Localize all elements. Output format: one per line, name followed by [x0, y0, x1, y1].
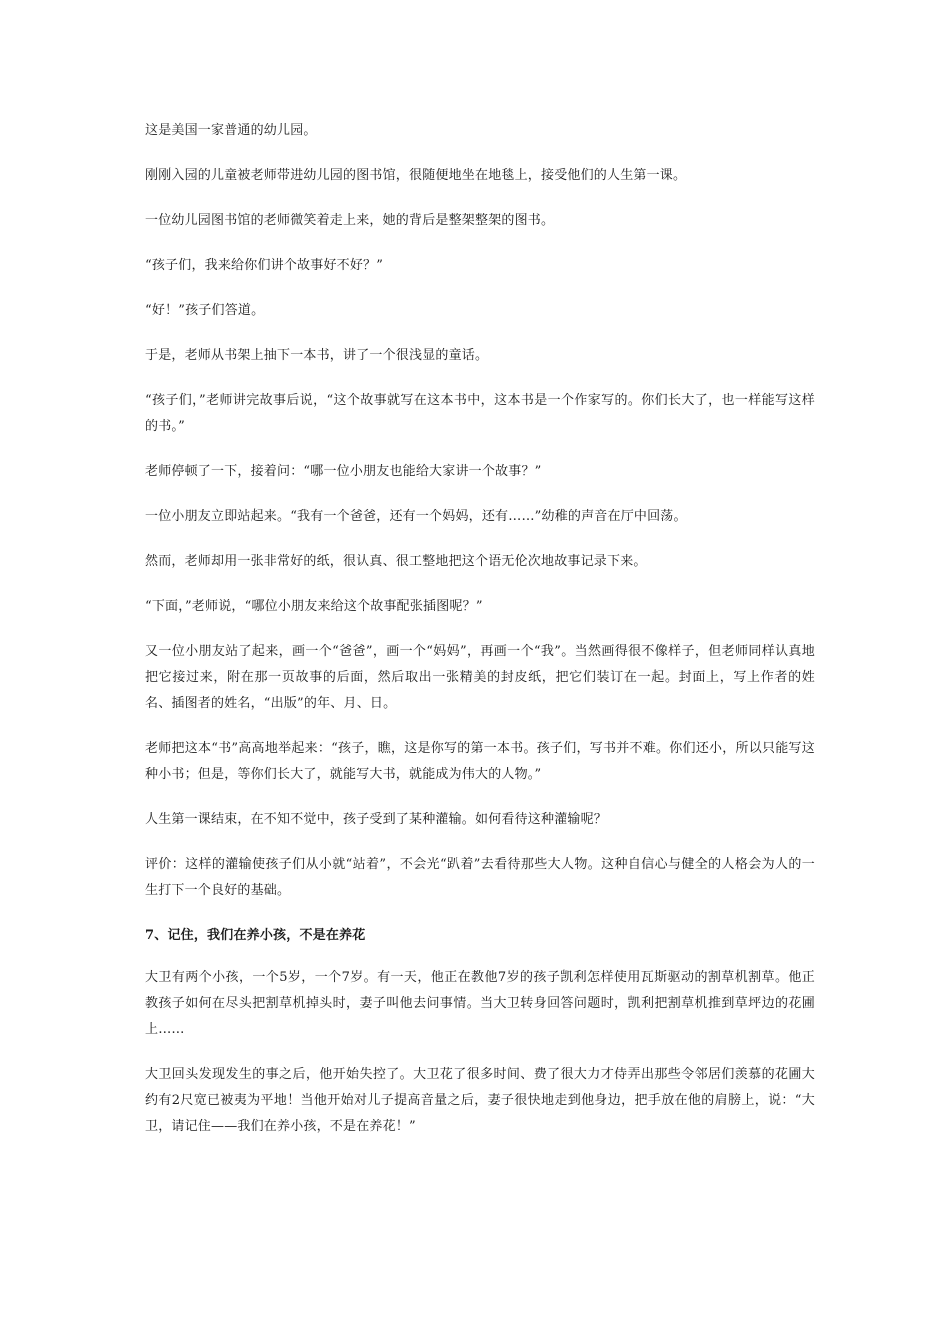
paragraph: 一位小朋友立即站起来。“我有一个爸爸，还有一个妈妈，还有……”幼稚的声音在厅中回荡。	[145, 509, 687, 524]
paragraph: 这是美国一家普通的幼儿园。	[145, 123, 317, 138]
paragraph: 大卫回头发现发生的事之后，他开始失控了。大卫花了很多时间、费了很大力才侍弄出那些令邻居们羡慕的花圃大约有2尺宽已被夷为平地！当他开始对儿子提高音量之后，妻子很快地走到他身边，把手放在他的肩膀上，说：“大卫，请记住——我们在养小孩，不是在养花！”	[145, 1067, 815, 1134]
paragraph: “孩子们，我来给你们讲个故事好不好？”	[145, 258, 384, 273]
paragraph: 老师停顿了一下，接着问：“哪一位小朋友也能给大家讲一个故事？”	[145, 464, 542, 479]
paragraph: 人生第一课结束，在不知不觉中，孩子受到了某种灌输。如何看待这种灌输呢？	[145, 812, 608, 827]
paragraph: 评价：这样的灌输使孩子们从小就“站着”，不会光“趴着”去看待那些大人物。这种自信心与健全的人格会为人的一生打下一个良好的基础。	[145, 857, 815, 898]
paragraph: 一位幼儿园图书馆的老师微笑着走上来，她的背后是整架整架的图书。	[145, 213, 555, 228]
paragraph: 刚刚入园的儿童被老师带进幼儿园的图书馆，很随便地坐在地毯上，接受他们的人生第一课。	[145, 168, 687, 183]
paragraph: 于是，老师从书架上抽下一本书，讲了一个很浅显的童话。	[145, 348, 489, 363]
document-page	[145, 118, 815, 1159]
paragraph: 大卫有两个小孩，一个5岁，一个7岁。有一天，他正在教他7岁的孩子凯利怎样使用瓦斯驱动的割草机割草。他正教孩子如何在尽头把割草机掉头时，妻子叫他去问事情。当大卫转身回答问题时，凯利把割草机推到草坪边的花圃上……	[145, 970, 815, 1037]
paragraph: 老师把这本“书”高高地举起来：“孩子，瞧，这是你写的第一本书。孩子们，写书并不难。你们还小，所以只能写这种小书；但是，等你们长大了，就能写大书，就能成为伟大的人物。”	[145, 741, 815, 782]
paragraph: “孩子们，”老师讲完故事后说，“这个故事就写在这本书中，这本书是一个作家写的。你们长大了，也一样能写这样的书。”	[145, 393, 815, 434]
section-heading: 7、记住，我们在养小孩，不是在养花	[145, 928, 366, 943]
paragraph: 又一位小朋友站了起来，画一个“爸爸”，画一个“妈妈”，再画一个“我”。当然画得很不像样子，但老师同样认真地把它接过来，附在那一页故事的后面，然后取出一张精美的封皮纸，把它们装订在一起。封面上，写上作者的姓名、插图者的姓名，“出版”的年、月、日。	[145, 644, 815, 711]
paragraph: “下面，”老师说，“哪位小朋友来给这个故事配张插图呢？”	[145, 599, 483, 614]
paragraph: 然而，老师却用一张非常好的纸，很认真、很工整地把这个语无伦次地故事记录下来。	[145, 554, 647, 569]
paragraph: “好！”孩子们答道。	[145, 303, 265, 318]
